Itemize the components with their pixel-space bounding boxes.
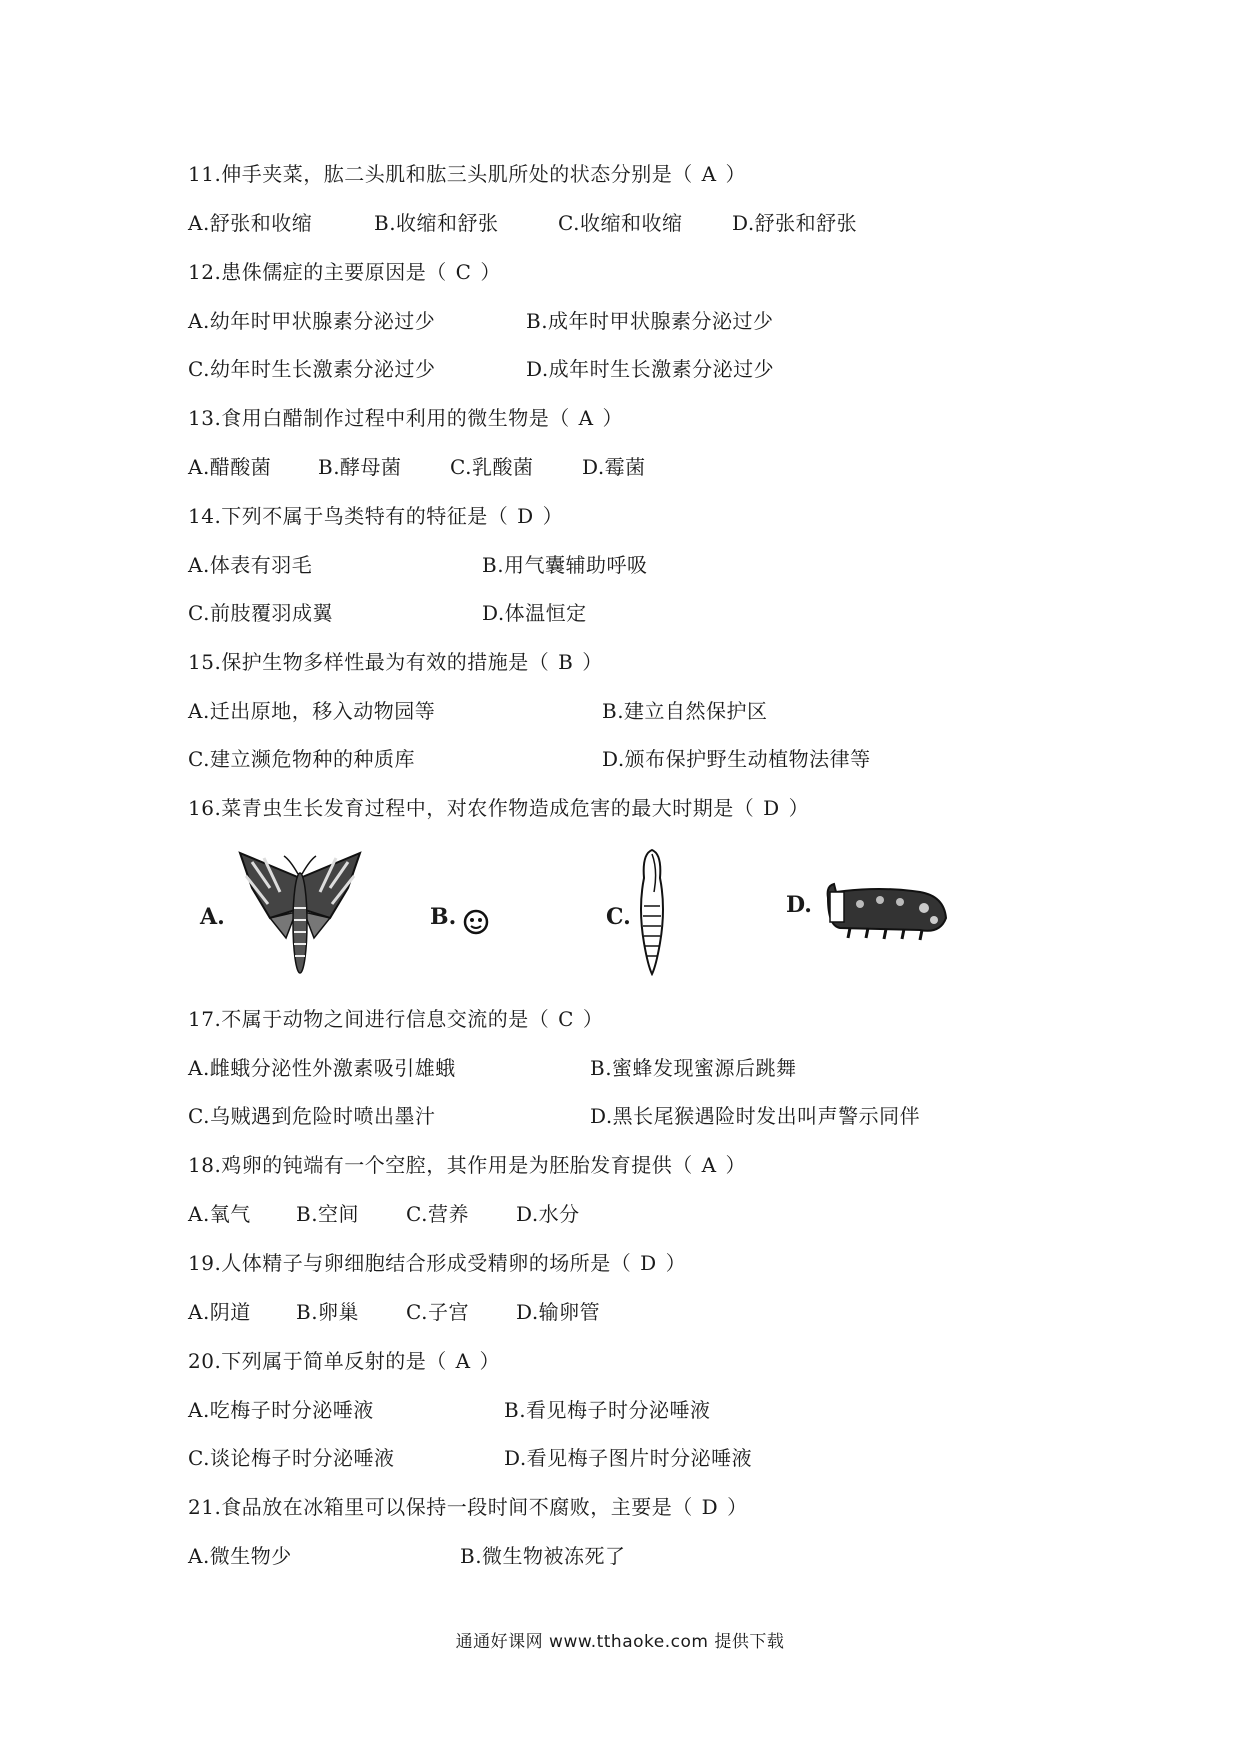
pupa-icon: [632, 848, 672, 976]
question-close: ）: [788, 796, 810, 820]
question-17: [188, 1005, 603, 1033]
question-close: ）: [602, 406, 623, 430]
option-b: B.微生物被冻死了: [460, 1544, 626, 1568]
question-stem: 15.保护生物多样性最为有效的措施是（: [188, 650, 550, 674]
answer: C: [558, 1007, 574, 1031]
life-stage-figures: [190, 848, 1060, 978]
question-stem: 17.不属于动物之间进行信息交流的是（: [188, 1007, 550, 1031]
figure-label-c: C.: [606, 904, 631, 930]
question-close: ）: [727, 1495, 748, 1519]
option-c: C.前肢覆羽成翼: [188, 601, 333, 625]
option-b: B.收缩和舒张: [374, 211, 499, 235]
figure-label-a: A.: [200, 904, 225, 930]
question-stem: 20.下列属于简单反射的是（: [188, 1349, 447, 1373]
option-c: C.子宫: [406, 1300, 469, 1324]
option-d: D.颁布保护野生动植物法律等: [602, 747, 871, 771]
question-close: ）: [582, 650, 603, 674]
answer: A: [455, 1349, 471, 1373]
option-b: B.建立自然保护区: [602, 699, 768, 723]
option-a: A.舒张和收缩: [188, 211, 313, 235]
figure-label-d: D.: [786, 892, 812, 918]
option-b: B.用气囊辅助呼吸: [482, 553, 648, 577]
question-close: ）: [725, 1153, 746, 1177]
question-stem: 13.食用白醋制作过程中利用的微生物是（: [188, 406, 570, 430]
question-stem: 19.人体精子与卵细胞结合形成受精卵的场所是（: [188, 1251, 632, 1275]
question-stem: 12.患侏儒症的主要原因是（: [188, 260, 447, 284]
question-stem: 11.伸手夹菜，肱二头肌和肱三头肌所处的状态分别是（: [188, 162, 693, 186]
question-20: [188, 1347, 500, 1375]
question-stem: 16.菜青虫生长发育过程中，对农作物造成危害的最大时期是（: [188, 796, 755, 820]
question-19: [188, 1249, 686, 1277]
option-b: B.蜜蜂发现蜜源后跳舞: [590, 1056, 797, 1080]
question-16: [188, 794, 809, 822]
option-d: D.舒张和舒张: [732, 211, 858, 235]
question-stem: 21.食品放在冰箱里可以保持一段时间不腐败，主要是（: [188, 1495, 693, 1519]
option-d: D.水分: [516, 1202, 580, 1226]
question-12: [188, 258, 501, 286]
question-13: [188, 404, 623, 432]
option-a: A.吃梅子时分泌唾液: [188, 1398, 374, 1422]
answer: D: [763, 796, 780, 820]
option-d: D.霉菌: [582, 455, 646, 479]
question-14: [188, 502, 563, 530]
question-stem: 14.下列不属于鸟类特有的特征是（: [188, 504, 509, 528]
answer: B: [558, 650, 574, 674]
question-close: ）: [542, 504, 564, 528]
option-d: D.体温恒定: [482, 601, 587, 625]
option-c: C.乌贼遇到危险时喷出墨汁: [188, 1104, 436, 1128]
option-c: C.收缩和收缩: [558, 211, 683, 235]
answer: D: [640, 1251, 657, 1275]
option-a: A.醋酸菌: [188, 455, 272, 479]
question-close: ）: [725, 162, 746, 186]
option-a: A.雌蛾分泌性外激素吸引雄蛾: [188, 1056, 456, 1080]
option-a: A.微生物少: [188, 1544, 292, 1568]
option-b: B.卵巢: [296, 1300, 360, 1324]
option-b: B.成年时甲状腺素分泌过少: [526, 309, 774, 333]
option-c: C.建立濒危物种的种质库: [188, 747, 415, 771]
question-18: [188, 1151, 746, 1179]
question-close: ）: [665, 1251, 687, 1275]
caterpillar-icon: [820, 878, 950, 944]
option-a: A.迁出原地，移入动物园等: [188, 699, 436, 723]
option-c: C.幼年时生长激素分泌过少: [188, 357, 436, 381]
question-close: ）: [479, 1349, 500, 1373]
answer: A: [701, 162, 717, 186]
option-d: D.输卵管: [516, 1300, 601, 1324]
option-a: A.体表有羽毛: [188, 553, 313, 577]
page-footer: 通通好课网 www.tthaoke.com 提供下载: [455, 1632, 785, 1652]
egg-icon: [460, 906, 492, 938]
option-b: B.酵母菌: [318, 455, 402, 479]
question-11: [188, 160, 746, 188]
option-a: A.幼年时甲状腺素分泌过少: [188, 309, 436, 333]
option-a: A.阴道: [188, 1300, 251, 1324]
question-15: [188, 648, 603, 676]
option-d: D.成年时生长激素分泌过少: [526, 357, 775, 381]
question-21: [188, 1493, 748, 1521]
answer: C: [455, 260, 472, 284]
option-c: C.谈论梅子时分泌唾液: [188, 1446, 395, 1470]
answer: D: [517, 504, 534, 528]
question-close: ）: [582, 1007, 604, 1031]
option-c: C.营养: [406, 1202, 469, 1226]
option-d: D.黑长尾猴遇险时发出叫声警示同伴: [590, 1104, 921, 1128]
moth-icon: [230, 848, 370, 978]
option-d: D.看见梅子图片时分泌唾液: [504, 1446, 753, 1470]
answer: A: [578, 406, 594, 430]
option-b: B.空间: [296, 1202, 360, 1226]
answer: D: [701, 1495, 719, 1519]
option-c: C.乳酸菌: [450, 455, 534, 479]
option-a: A.氧气: [188, 1202, 251, 1226]
question-close: ）: [480, 260, 501, 284]
answer: A: [701, 1153, 717, 1177]
option-b: B.看见梅子时分泌唾液: [504, 1398, 711, 1422]
figure-label-b: B.: [430, 904, 457, 930]
question-stem: 18.鸡卵的钝端有一个空腔，其作用是为胚胎发育提供（: [188, 1153, 693, 1177]
